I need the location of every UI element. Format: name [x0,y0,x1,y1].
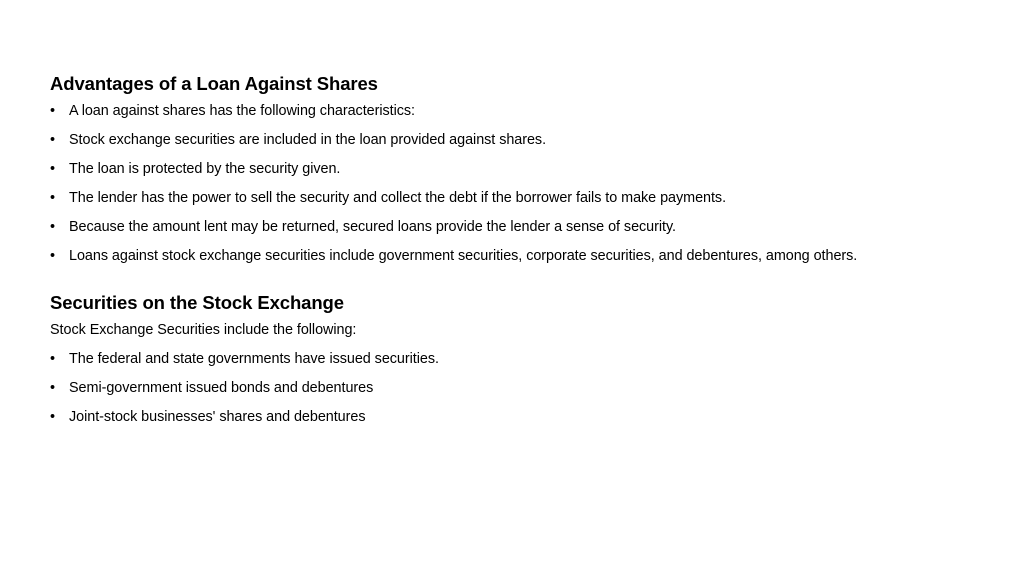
list-item [50,408,910,426]
securities-list [50,350,910,426]
list-item-text: The loan is protected by the security given. [69,161,341,177]
list-item [50,247,910,265]
section-intro-text: Stock Exchange Securities include the following: [50,322,357,338]
list-item [50,218,910,236]
bullet-icon: • [50,219,55,235]
list-item [50,379,910,397]
list-item-text: Loans against stock exchange securities include government securities, corporate securities, and debentures, among others. [69,248,858,264]
slide-content [50,72,910,437]
list-item-text: Joint-stock businesses' shares and debentures [69,409,366,425]
list-item-text: A loan against shares has the following characteristics: [69,103,415,119]
bullet-icon: • [50,103,55,119]
section-heading-advantages: Advantages of a Loan Against Shares [50,73,378,94]
bullet-icon: • [50,132,55,148]
list-item-text: The lender has the power to sell the security and collect the debt if the borrower fails to make payments. [69,190,727,206]
bullet-icon: • [50,351,55,367]
list-item-text: Because the amount lent may be returned, secured loans provide the lender a sense of security. [69,219,676,235]
section-heading-securities: Securities on the Stock Exchange [50,292,344,313]
list-item-text: Stock exchange securities are included in the loan provided against shares. [69,132,547,148]
bullet-icon: • [50,190,55,206]
list-item [50,189,910,207]
list-item [50,102,910,120]
list-item [50,350,910,368]
list-item [50,160,910,178]
list-item-text: The federal and state governments have issued securities. [69,351,439,367]
bullet-icon: • [50,380,55,396]
advantages-list [50,102,910,265]
bullet-icon: • [50,161,55,177]
list-item-text: Semi-government issued bonds and debentures [69,380,374,396]
bullet-icon: • [50,248,55,264]
list-item [50,131,910,149]
bullet-icon: • [50,409,55,425]
